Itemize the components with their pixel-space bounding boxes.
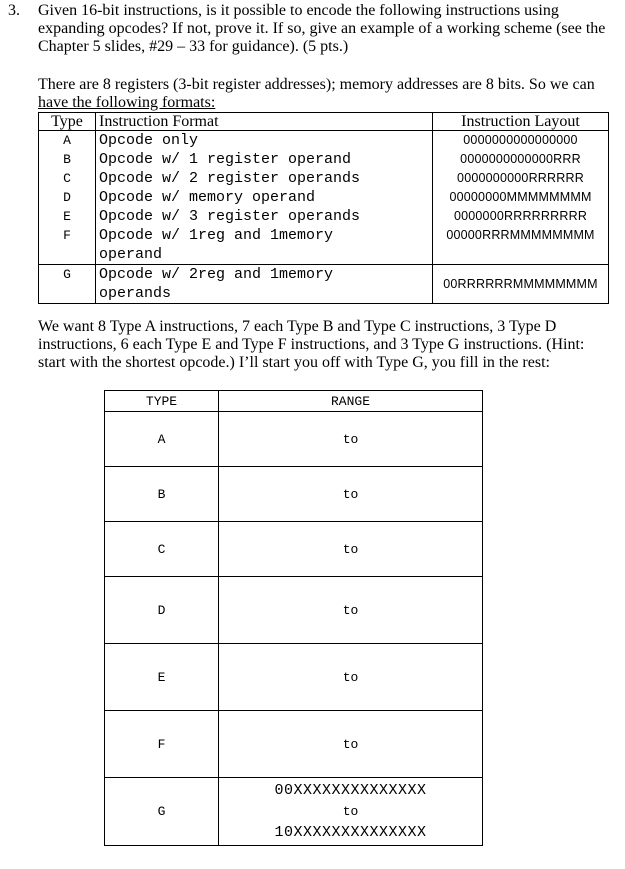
formats-header-type: Type xyxy=(39,113,96,131)
format-type-cell: A xyxy=(39,131,96,151)
range-value-cell[interactable]: to xyxy=(219,467,483,522)
format-layout-cell: 0000000000RRRRRR xyxy=(433,169,609,188)
formats-row xyxy=(39,188,609,207)
format-layout-cell: 00RRRRRRMMMMMMMM xyxy=(433,265,609,304)
format-layout-cell: 00000RRRMMMMMMMM xyxy=(433,226,609,265)
range-type-cell: D xyxy=(105,577,219,644)
requirements-line-3: start with the shortest opcode.) I’ll start you off with Type G, you fill in the rest: xyxy=(38,354,550,371)
format-type-cell: E xyxy=(39,207,96,226)
format-description-line: Opcode w/ 1reg and 1memory xyxy=(99,227,334,244)
range-type-cell: C xyxy=(105,522,219,577)
range-type-cell: B xyxy=(105,467,219,522)
range-value-cell[interactable]: to xyxy=(219,412,483,467)
format-type-cell: D xyxy=(39,188,96,207)
range-value-cell[interactable]: to xyxy=(219,644,483,711)
format-description-cell: Opcode only xyxy=(96,131,433,151)
range-to-value: 10XXXXXXXXXXXXXX xyxy=(274,824,427,841)
format-type-cell: G xyxy=(39,265,96,304)
format-layout-cell: 0000000000000RRR xyxy=(433,150,609,169)
format-layout-cell: 00000000MMMMMMMM xyxy=(433,188,609,207)
formats-header-row xyxy=(39,113,609,131)
range-value-cell[interactable]: to xyxy=(219,522,483,577)
question-number: 3. xyxy=(8,2,20,19)
range-row xyxy=(105,711,483,778)
format-description-line: Opcode w/ 2reg and 1memory xyxy=(99,266,334,283)
requirements-paragraph xyxy=(38,318,613,372)
format-type-cell: C xyxy=(39,169,96,188)
formats-row xyxy=(39,207,609,226)
range-type-cell: F xyxy=(105,711,219,778)
formats-row xyxy=(39,169,609,188)
format-description-cell xyxy=(96,226,433,265)
format-type-cell: B xyxy=(39,150,96,169)
formats-row xyxy=(39,131,609,151)
intro-line-1: There are 8 registers (3-bit register addresses); memory addresses are 8 bits. So we can xyxy=(38,76,595,93)
range-value-cell xyxy=(219,778,483,846)
requirements-line-1: We want 8 Type A instructions, 7 each Type B and Type C instructions, 3 Type D xyxy=(38,318,557,335)
format-description-cell: Opcode w/ 1 register operand xyxy=(96,150,433,169)
formats-table xyxy=(38,112,609,304)
formats-header-format: Instruction Format xyxy=(96,113,433,131)
question-text: Given 16-bit instructions, is it possible to encode the following instructions using expanding opcodes? If not, prove it. If so, give an example of a working scheme (see the Chapter 5 slides, #29 – 33 for guidance). (5 pts.) xyxy=(38,2,606,55)
formats-row xyxy=(39,150,609,169)
format-description-cell: Opcode w/ 3 register operands xyxy=(96,207,433,226)
range-value-cell[interactable]: to xyxy=(219,711,483,778)
format-description-cell: Opcode w/ memory operand xyxy=(96,188,433,207)
intro-paragraph xyxy=(38,76,613,112)
range-row xyxy=(105,577,483,644)
format-description-line: operand xyxy=(99,246,163,263)
range-row xyxy=(105,778,483,846)
format-description-line: operands xyxy=(99,285,172,302)
range-type-cell: E xyxy=(105,644,219,711)
requirements-line-2: instructions, 6 each Type E and Type F instructions, and 3 Type G instructions. (Hint: xyxy=(38,336,585,353)
range-type-cell: A xyxy=(105,412,219,467)
range-row xyxy=(105,412,483,467)
range-to-word: to xyxy=(342,804,359,819)
format-type-cell: F xyxy=(39,226,96,265)
format-description-cell: Opcode w/ 2 register operands xyxy=(96,169,433,188)
range-row xyxy=(105,644,483,711)
range-header-row xyxy=(105,391,483,412)
intro-line-2: have the following formats: xyxy=(38,94,216,111)
formats-row xyxy=(39,226,609,265)
format-description-cell xyxy=(96,265,433,304)
format-layout-cell: 0000000RRRRRRRRR xyxy=(433,207,609,226)
formats-header-layout: Instruction Layout xyxy=(433,113,609,131)
range-header-type: TYPE xyxy=(105,391,219,412)
format-layout-cell: 0000000000000000 xyxy=(433,131,609,151)
range-type-cell: G xyxy=(105,778,219,846)
range-row xyxy=(105,522,483,577)
formats-row xyxy=(39,265,609,304)
range-header-range: RANGE xyxy=(219,391,483,412)
range-from-value: 00XXXXXXXXXXXXXX xyxy=(274,782,427,799)
range-row xyxy=(105,467,483,522)
range-value-cell[interactable]: to xyxy=(219,577,483,644)
opcode-range-table xyxy=(104,390,483,846)
